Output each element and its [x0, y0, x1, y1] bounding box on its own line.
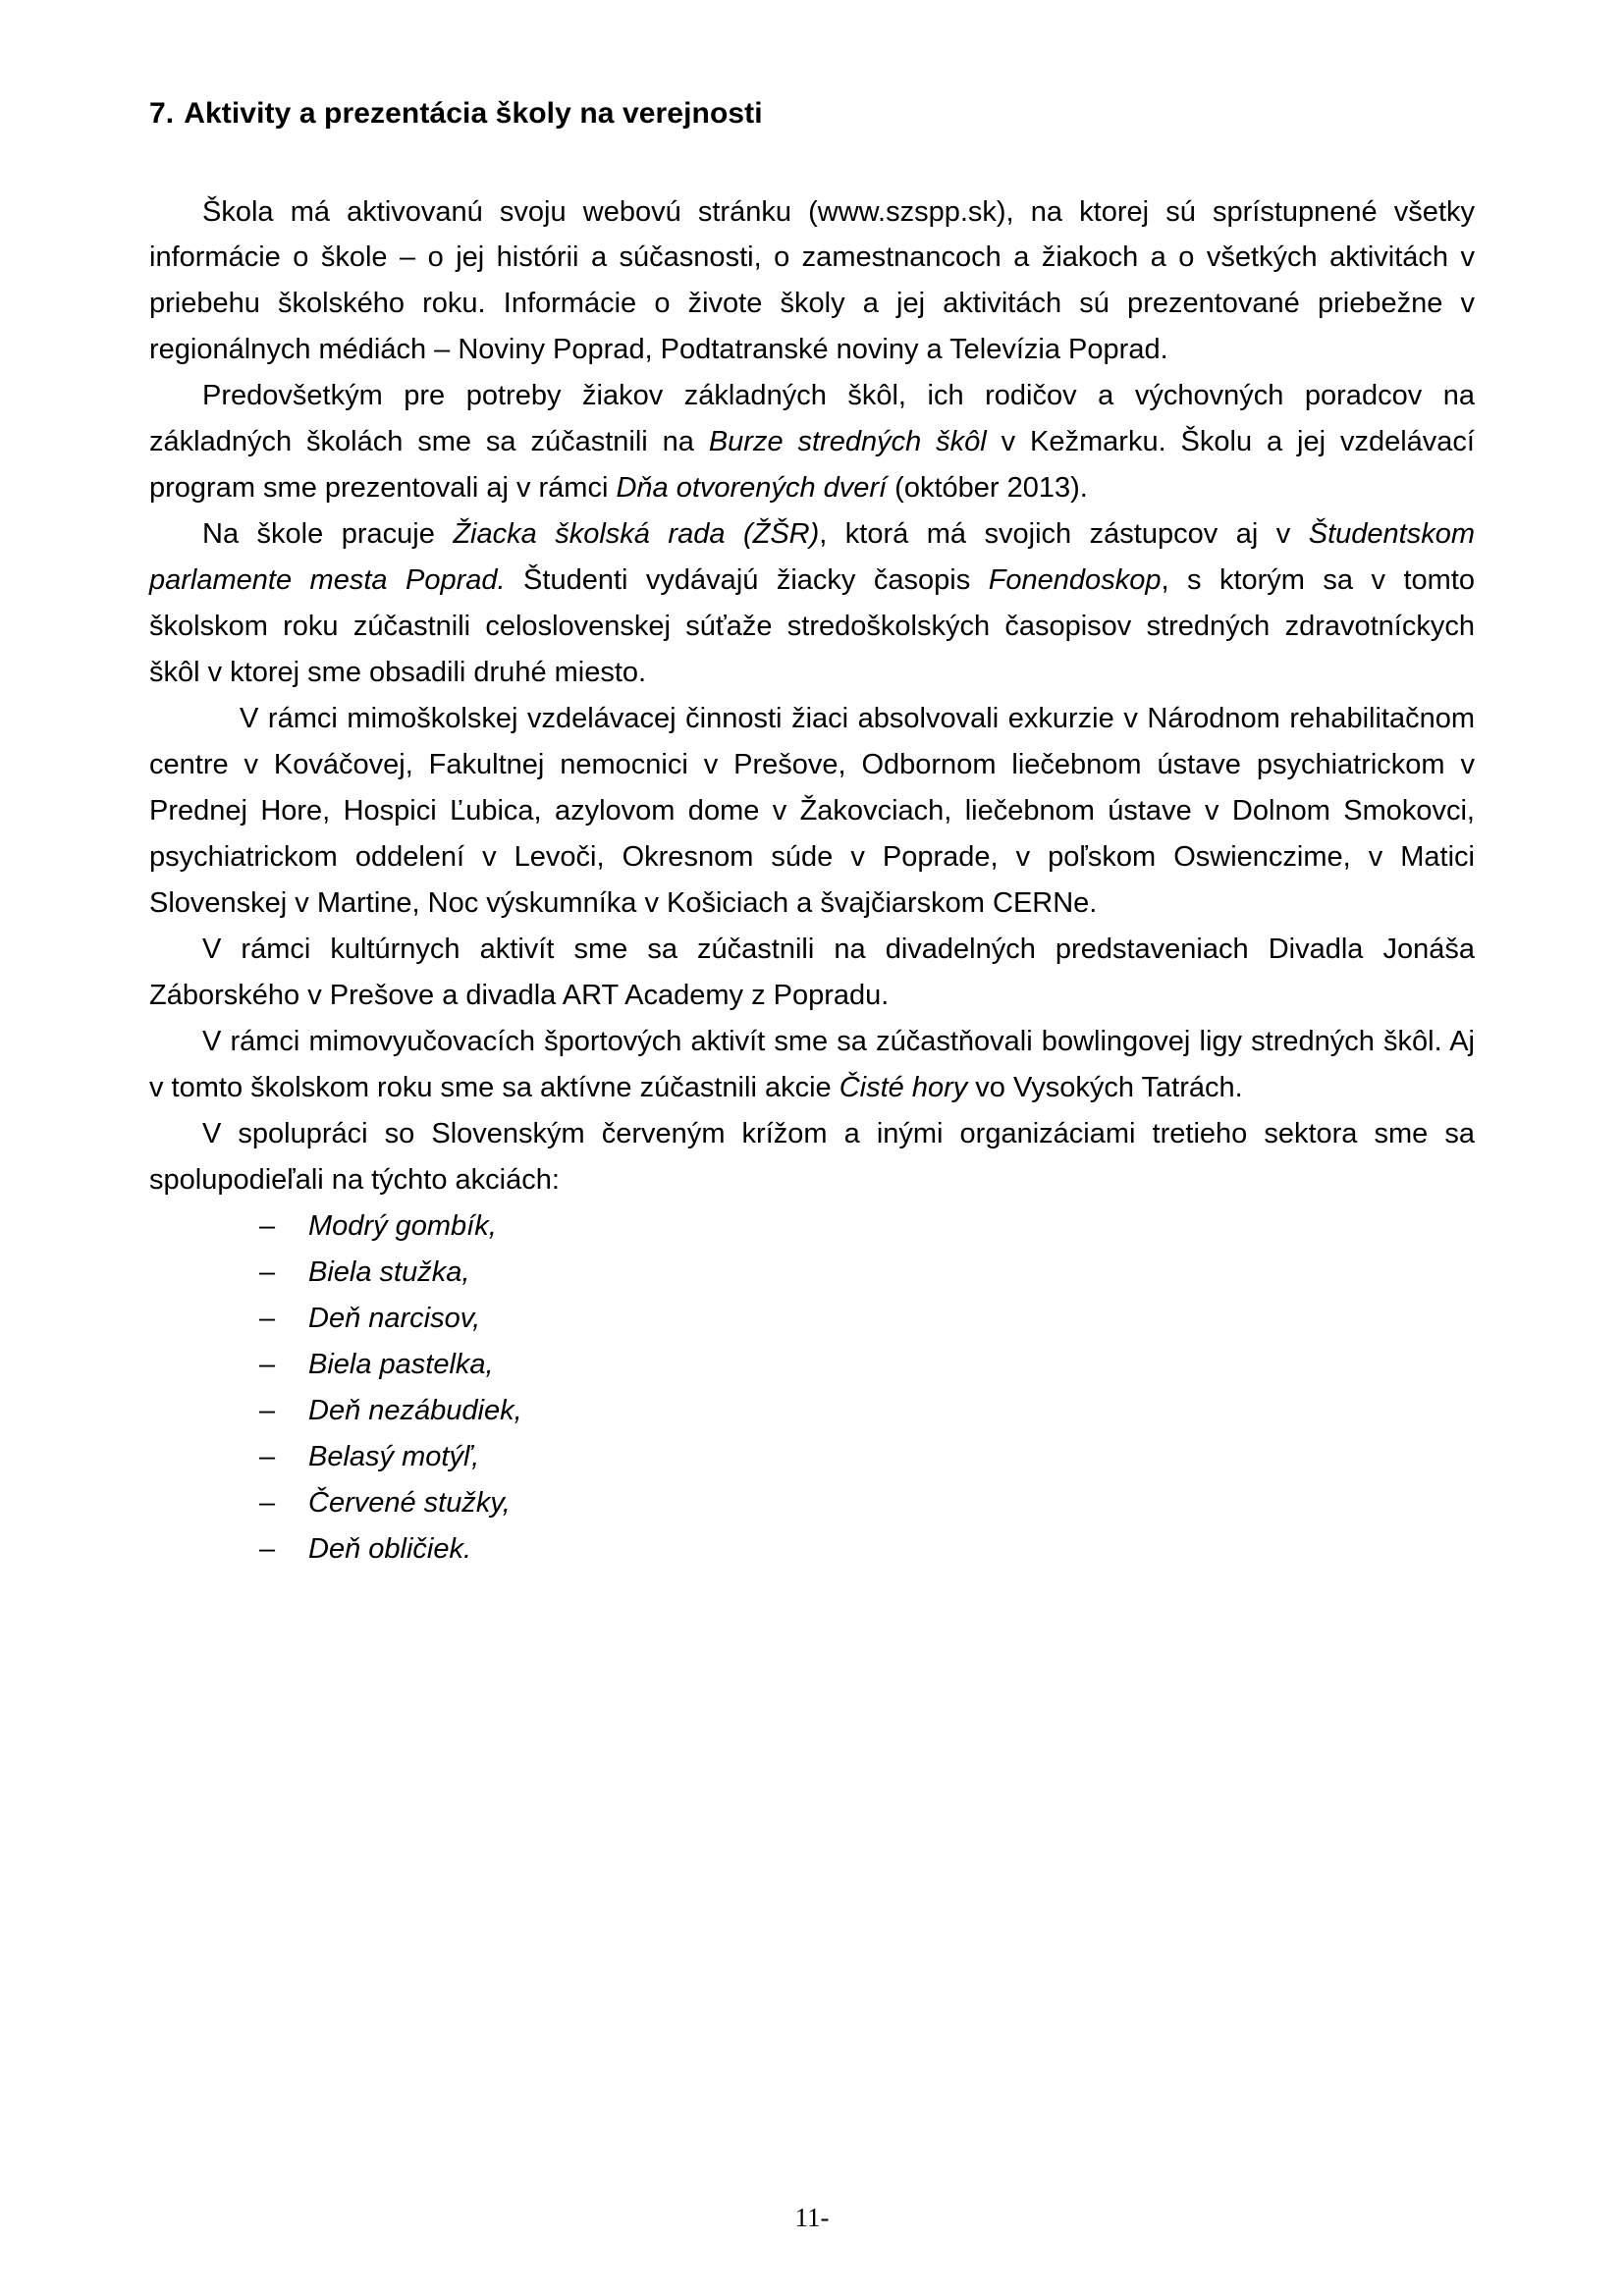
text-run: V rámci mimovyučovacích športových aktivít sme sa zúčastňovali bowlingovej ligy stredných škôl. Aj v tomto školskom roku sme sa aktívne zúčastnili akcie [149, 1025, 1475, 1103]
list-bullet-dash: – [259, 1348, 276, 1380]
list-item-label: Deň obličiek. [308, 1532, 472, 1565]
emphasis-run: Fonendoskop [988, 564, 1162, 597]
list-item-label: Modrý gombík, [308, 1209, 497, 1242]
list-item-label: Biela pastelka, [308, 1348, 494, 1380]
paragraph-spolupraca [149, 1111, 1475, 1203]
list-item [149, 1342, 1475, 1388]
document-body [149, 94, 1475, 1573]
emphasis-run: Študentskom parlamente mesta Poprad. [149, 518, 1475, 597]
text-run: , s ktorým sa v tomto školskom roku zúčastnili celoslovenskej súťaže stredoškolských časopisov stredných zdravotníckych škôl v ktorej sme obsadili druhé miesto. [149, 564, 1476, 689]
section-title-text: Aktivity a prezentácia školy na verejnosti [184, 97, 763, 130]
list-item [149, 1480, 1475, 1526]
text-run: V rámci mimoškolskej vzdelávacej činnosti žiaci absolvovali exkurzie v Národnom rehabilitačnom centre v Kováčovej, Fakultnej nemocnici v Prešove, Odbornom liečebnom ústave psychiatrickom v Prednej Hore, Hospici Ľubica, azylovom dome v Žakovciach, liečebnom ústave v Dolnom Smokovci, psychiatrickom oddelení v Levoči, Okresnom súde v Poprade, v poľskom Oswienczime, v Matici Slovenskej v Martine, Noc výskumníka v Košiciach a švajčiarskom CERNe. [149, 703, 1475, 920]
text-run: (október 2013). [887, 472, 1088, 505]
list-item [149, 1296, 1475, 1342]
list-item-label: Deň nezábudiek, [308, 1394, 522, 1426]
text-run: V rámci kultúrnych aktivít sme sa zúčastnili na divadelných predstaveniach Divadla Jonáša Záborského v Prešove a divadla ART Academy z Popradu. [149, 934, 1475, 1011]
list-item-label: Deň narcisov, [308, 1302, 481, 1334]
paragraph-web [149, 189, 1475, 374]
text-run: vo Vysokých Tatrách. [967, 1071, 1243, 1103]
text-run: V spolupráci so Slovenským červeným krížom a inými organizáciami tretieho sektora sme sa spolupodieľali na týchto akciách: [149, 1117, 1475, 1196]
paragraph-container [149, 189, 1475, 1203]
paragraph-kulturne-aktivity [149, 927, 1475, 1019]
actions-list [149, 1203, 1475, 1573]
heading-spacer [149, 134, 1475, 189]
paragraph-sportove-aktivity [149, 1019, 1475, 1111]
paragraph-burza [149, 373, 1475, 511]
text-run: Škola má aktivovanú svoju webovú stránku (www.szspp.sk), na ktorej sú sprístupnené všetky informácie o škole – o jej histórii a súčasnosti, o zamestnancoch a žiakoch a o všetkých aktivitách v priebehu školského roku. Informácie o živote školy a jej aktivitách sú prezentované priebežne v regionálnych médiách – Noviny Poprad, Podtatranské noviny a Televízia Poprad. [149, 195, 1475, 366]
list-bullet-dash: – [259, 1486, 276, 1519]
list-item [149, 1434, 1475, 1480]
emphasis-run: Dňa otvorených dverí [616, 472, 888, 505]
page-title [149, 94, 1475, 134]
emphasis-run: Burze stredných škôl [708, 426, 987, 458]
page-number: 11- [794, 2203, 830, 2232]
paragraph-ziacka-skolska-rada [149, 511, 1475, 696]
text-run: Študenti vydávajú žiacky časopis [505, 564, 989, 597]
emphasis-run: Čisté hory [839, 1071, 968, 1103]
text-run: Na škole pracuje [202, 518, 454, 551]
list-bullet-dash: – [259, 1394, 276, 1426]
list-item [149, 1388, 1475, 1434]
list-item [149, 1250, 1475, 1296]
list-bullet-dash: – [259, 1255, 276, 1288]
list-item [149, 1526, 1475, 1573]
section-number: 7. [149, 97, 175, 130]
list-item [149, 1203, 1475, 1250]
list-bullet-dash: – [259, 1532, 276, 1565]
list-bullet-dash: – [259, 1302, 276, 1334]
list-item-label: Biela stužka, [308, 1255, 470, 1288]
list-item-label: Červené stužky, [308, 1486, 511, 1519]
text-run: Predovšetkým pre potreby žiakov základných škôl, ich rodičov a výchovných poradcov na základných školách sme sa zúčastnili na [149, 380, 1475, 458]
text-run: v Kežmarku. Školu a jej vzdelávací program sme prezentovali aj v rámci [149, 426, 1475, 505]
list-item-label: Belasý motýľ, [308, 1440, 480, 1472]
list-bullet-dash: – [259, 1209, 276, 1242]
emphasis-run: Žiacka školská rada (ŽŠR) [453, 518, 820, 551]
paragraph-exkurzie [149, 696, 1475, 927]
list-bullet-dash: – [259, 1440, 276, 1472]
text-run: , ktorá má svojich zástupcov aj v [819, 518, 1309, 551]
